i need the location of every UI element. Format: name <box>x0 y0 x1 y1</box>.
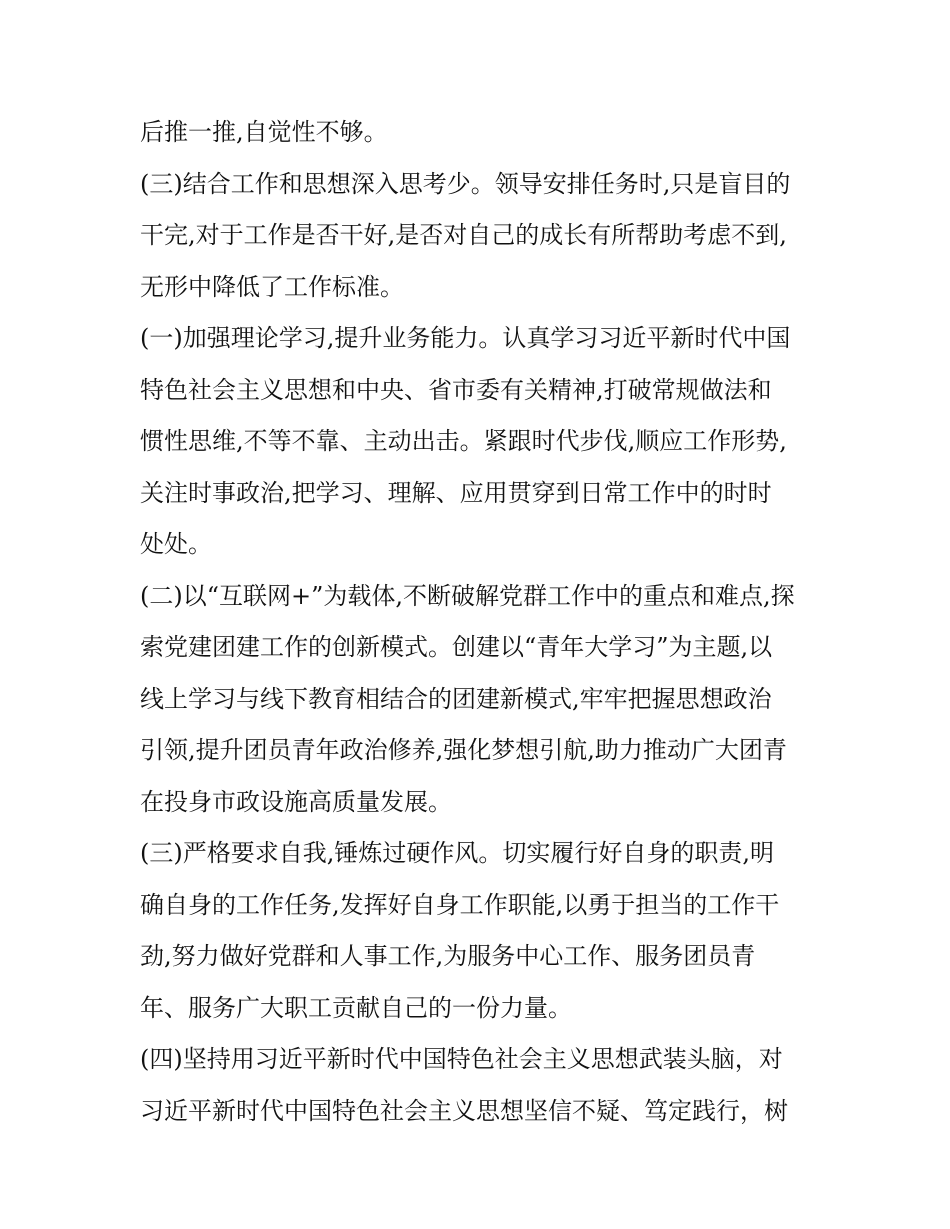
text-line: (三)严格要求自我,锤炼过硬作风。切实履行好自身的职责,明 <box>140 839 774 867</box>
text-line: 处处。 <box>140 530 212 558</box>
text-line: 特色社会主义思想和中央、省市委有关精神,打破常规做法和 <box>140 375 772 404</box>
text-line: (一)加强理论学习,提升业务能力。认真学习习近平新时代中国 <box>140 324 791 352</box>
text-line: 关注时事政治,把学习、理解、应用贯穿到日常工作中的时时 <box>140 478 772 507</box>
text-line: 引领,提升团员青年政治修养,强化梦想引航,助力推动广大团青 <box>140 736 787 764</box>
text-line: 无形中降低了工作标准。 <box>140 272 404 301</box>
text-line: 劲,努力做好党群和人事工作,为服务中心工作、服务团员青 <box>140 942 756 970</box>
text-line: (三)结合工作和思想深入思考少。领导安排任务时,只是盲目的 <box>140 169 791 198</box>
text-line: 年、服务广大职工贡献自己的一份力量。 <box>140 993 572 1022</box>
text-line: 在投身市政设施高质量发展。 <box>140 787 452 816</box>
text-line: 惯性思维,不等不靠、主动出击。紧跟时代步伐,顺应工作形势, <box>140 427 787 455</box>
text-line: 干完,对于工作是否干好,是否对自己的成长有所帮助考虑不到, <box>140 221 787 249</box>
text-line: 索党建团建工作的创新模式。创建以“青年大学习”为主题,以 <box>140 633 773 661</box>
text-line: (二)以“互联网+”为载体,不断破解党群工作中的重点和难点,探 <box>140 581 795 610</box>
text-line: (四)坚持用习近平新时代中国特色社会主义思想武装头脑，对 <box>140 1045 783 1073</box>
text-line: 确自身的工作任务,发挥好自身工作职能,以勇于担当的工作干 <box>140 890 780 919</box>
text-line: 线上学习与线下教育相结合的团建新模式,牢牢把握思想政治 <box>140 684 772 713</box>
text-line: 习近平新时代中国特色社会主义思想坚信不疑、笃定践行，树 <box>140 1096 788 1125</box>
text-line: 后推一推,自觉性不够。 <box>140 118 388 146</box>
document-body <box>140 107 820 1137</box>
